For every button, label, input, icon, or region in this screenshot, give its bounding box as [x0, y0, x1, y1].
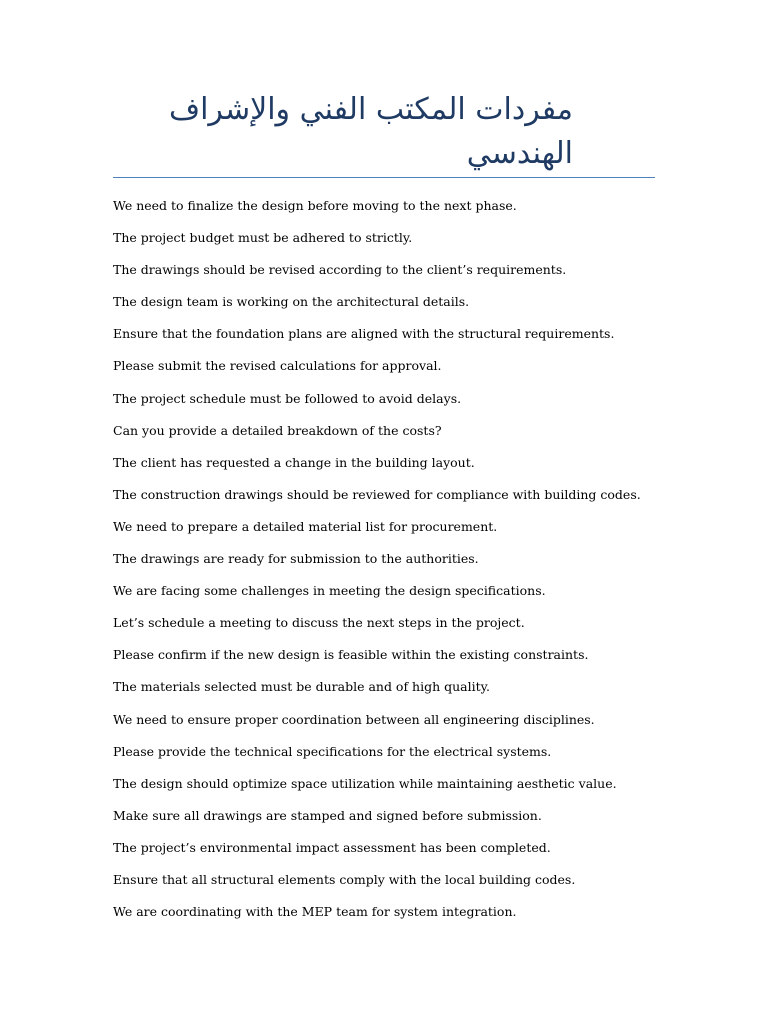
sentence-line: We need to ensure proper coordination between all engineering disciplines. — [113, 711, 595, 727]
sentence-line: Please provide the technical specifications for the electrical systems. — [113, 743, 552, 759]
sentence-line: The client has requested a change in the building layout. — [113, 454, 475, 470]
sentence-line: The construction drawings should be reviewed for compliance with building codes. — [113, 486, 641, 502]
sentence-line: Make sure all drawings are stamped and signed before submission. — [113, 807, 542, 823]
sentence-line: We are coordinating with the MEP team for system integration. — [113, 904, 517, 920]
sentence-line: The project budget must be adhered to strictly. — [113, 230, 413, 246]
sentence-line: The drawings should be revised according to the client’s requirements. — [113, 262, 567, 278]
sentence-line: The project’s environmental impact assessment has been completed. — [113, 839, 551, 855]
sentence-line: Ensure that all structural elements comply with the local building codes. — [113, 871, 576, 887]
sentence-line: Can you provide a detailed breakdown of the costs? — [113, 422, 442, 438]
page-title: مفردات المكتب الفني والإشراف الهندسي — [168, 92, 573, 171]
sentence-line: Please submit the revised calculations for approval. — [113, 358, 442, 374]
sentence-line: The drawings are ready for submission to the authorities. — [113, 551, 479, 567]
sentence-line: We need to prepare a detailed material list for procurement. — [113, 518, 498, 534]
sentence-line: The design should optimize space utilization while maintaining aesthetic value. — [113, 775, 617, 791]
sentence-list — [113, 195, 673, 933]
sentence-line: The materials selected must be durable and of high quality. — [113, 679, 491, 695]
title-underline — [113, 177, 655, 178]
sentence-line: We are facing some challenges in meeting the design specifications. — [113, 583, 546, 599]
sentence-line: We need to finalize the design before moving to the next phase. — [113, 198, 517, 213]
sentence-line: Let’s schedule a meeting to discuss the next steps in the project. — [113, 615, 525, 631]
sentence-line: Please confirm if the new design is feasible within the existing constraints. — [113, 647, 589, 663]
sentence-line: The design team is working on the architectural details. — [113, 294, 470, 310]
sentence-line: Ensure that the foundation plans are aligned with the structural requirements. — [113, 326, 615, 342]
sentence-line: The project schedule must be followed to avoid delays. — [113, 390, 462, 406]
